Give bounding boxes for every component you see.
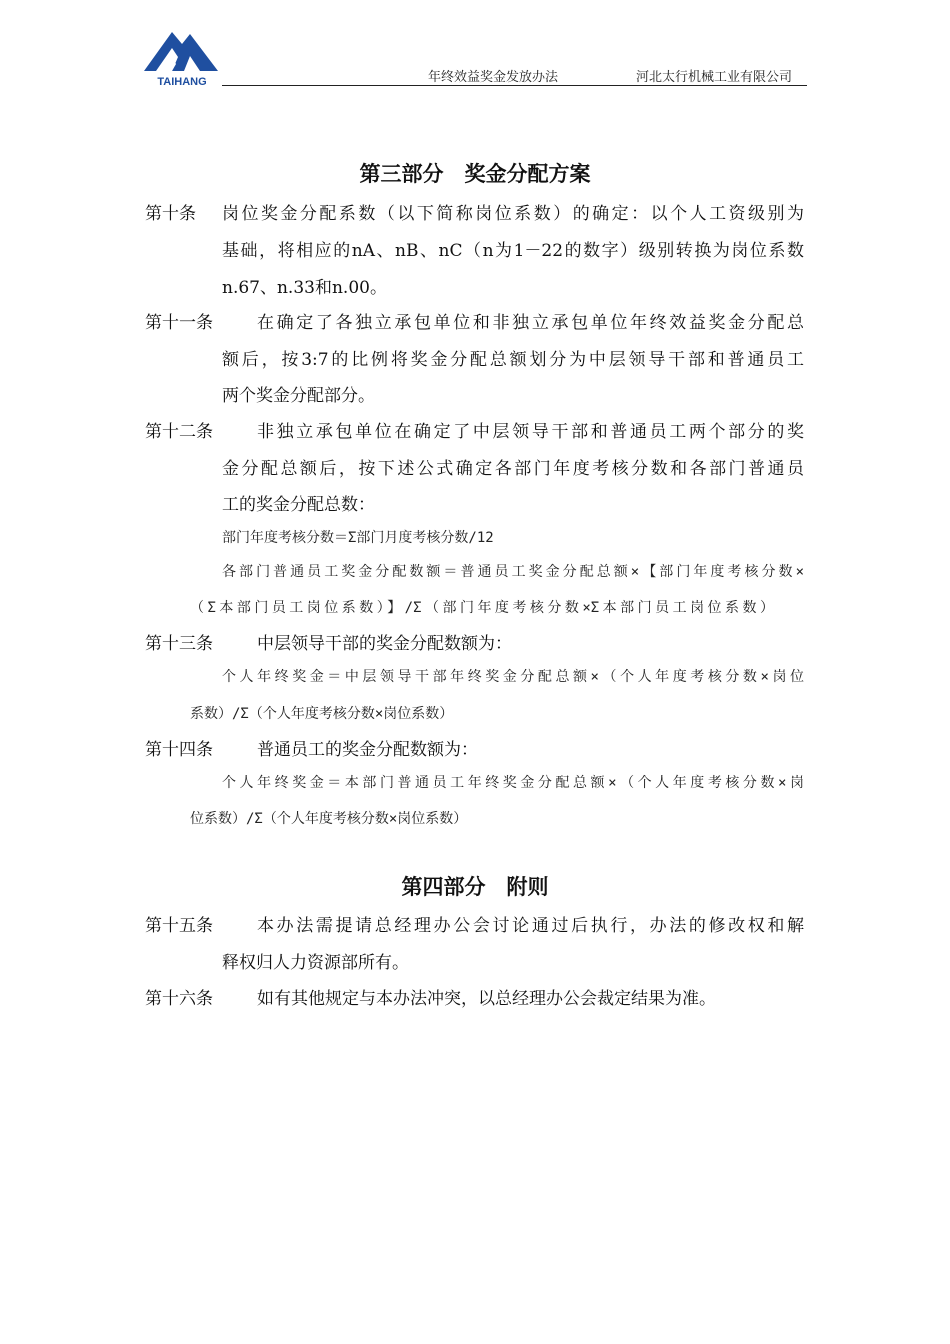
article-11-line-1: 在确定了各独立承包单位和非独立承包单位年终效益奖金分配总 bbox=[257, 313, 804, 333]
header-divider bbox=[222, 85, 807, 86]
article-11-label: 第十一条 bbox=[145, 313, 213, 333]
logo-mountain-shape bbox=[144, 32, 218, 71]
formula-manager-bonus-line-2: 系数）/Σ（个人年度考核分数×岗位系数） bbox=[190, 706, 454, 722]
article-14-label: 第十四条 bbox=[145, 740, 213, 760]
article-11-line-2: 额后，按3:7的比例将奖金分配总额划分为中层领导干部和普通员工 bbox=[222, 350, 804, 370]
formula-dept-staff-bonus-line-1: 各部门普通员工奖金分配数额＝普通员工奖金分配总额×【部门年度考核分数× bbox=[222, 564, 804, 580]
formula-dept-staff-bonus-line-2: （Σ本部门员工岗位系数）】/Σ（部门年度考核分数×Σ本部门员工岗位系数） bbox=[190, 600, 774, 616]
article-13-line-1: 中层领导干部的奖金分配数额为： bbox=[257, 634, 512, 654]
article-12-line-3: 工的奖金分配总数： bbox=[222, 495, 375, 515]
formula-staff-bonus-line-1: 个人年终奖金＝本部门普通员工年终奖金分配总额×（个人年度考核分数×岗 bbox=[222, 775, 804, 791]
article-12-line-1: 非独立承包单位在确定了中层领导干部和普通员工两个部分的奖 bbox=[257, 422, 804, 442]
article-10-line-3: n.67、n.33和n.00。 bbox=[222, 278, 387, 298]
article-10-label: 第十条 bbox=[145, 204, 196, 224]
article-12-line-2: 金分配总额后，按下述公式确定各部门年度考核分数和各部门普通员 bbox=[222, 459, 804, 479]
logo-text: TAIHANG bbox=[157, 76, 207, 88]
formula-dept-annual-score: 部门年度考核分数＝Σ部门月度考核分数/12 bbox=[222, 530, 494, 546]
article-16-line-1: 如有其他规定与本办法冲突，以总经理办公会裁定结果为准。 bbox=[257, 989, 716, 1009]
part3-title: 第三部分 奖金分配方案 bbox=[359, 162, 591, 186]
formula-staff-bonus-line-2: 位系数）/Σ（个人年度考核分数×岗位系数） bbox=[190, 811, 468, 827]
article-15-label: 第十五条 bbox=[145, 916, 213, 936]
article-14-line-1: 普通员工的奖金分配数额为： bbox=[257, 740, 478, 760]
part4-title: 第四部分 附则 bbox=[401, 875, 549, 899]
header-doc-title: 年终效益奖金发放办法 bbox=[428, 70, 559, 85]
header-company-name: 河北太行机械工业有限公司 bbox=[636, 70, 793, 85]
article-15-line-1: 本办法需提请总经理办公会讨论通过后执行，办法的修改权和解 bbox=[257, 916, 804, 936]
formula-manager-bonus-line-1: 个人年终奖金＝中层领导干部年终奖金分配总额×（个人年度考核分数×岗位 bbox=[222, 669, 804, 685]
article-15-line-2: 释权归人力资源部所有。 bbox=[222, 953, 409, 973]
article-10-line-1: 岗位奖金分配系数（以下简称岗位系数）的确定：以个人工资级别为 bbox=[222, 204, 804, 224]
article-10-line-2: 基础，将相应的nA、nB、nC（n为1－22的数字）级别转换为岗位系数 bbox=[222, 241, 804, 261]
company-logo bbox=[142, 24, 222, 88]
article-13-label: 第十三条 bbox=[145, 634, 213, 654]
article-12-label: 第十二条 bbox=[145, 422, 213, 442]
article-11-line-3: 两个奖金分配部分。 bbox=[222, 386, 375, 406]
article-16-label: 第十六条 bbox=[145, 989, 213, 1009]
